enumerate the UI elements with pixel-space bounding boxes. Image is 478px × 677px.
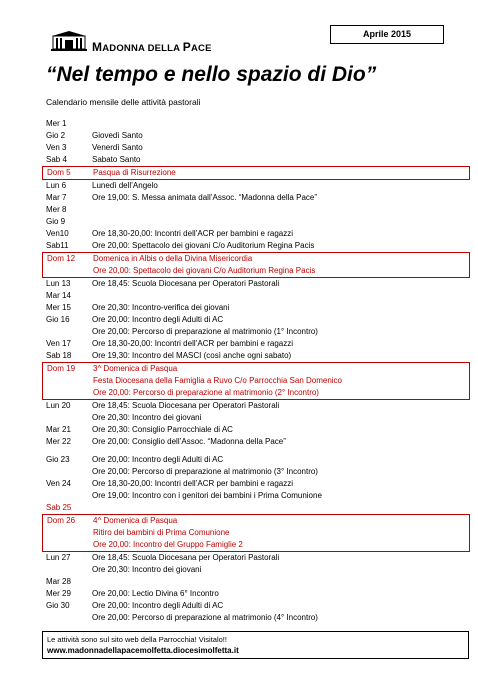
- calendar-day: Dom 19: [47, 364, 76, 373]
- calendar-event: Ore 20,00: Spettacolo dei giovani C/o Auditorium Regina Pacis: [92, 241, 315, 250]
- calendar-event: Ore 18,30-20,00: Incontri dell’ACR per bambini e ragazzi: [92, 229, 293, 238]
- calendar-row: [42, 180, 470, 192]
- calendar-day: Gio 2: [46, 131, 66, 140]
- calendar-day: Lun 27: [46, 553, 71, 562]
- calendar-event: Ore 18,45: Scuola Diocesana per Operatori Pastorali: [92, 553, 280, 562]
- calendar-day: Gio 23: [46, 455, 70, 464]
- calendar-day: Ven10: [46, 229, 69, 238]
- calendar-entry: [42, 552, 470, 576]
- calendar-event: Ore 20,30: Consiglio Parrocchiale di AC: [92, 425, 233, 434]
- calendar-row: [43, 363, 469, 375]
- calendar-row: [42, 204, 470, 216]
- calendar-row: [43, 265, 469, 277]
- calendar-entry: [42, 362, 470, 400]
- calendar-day: Mar 28: [46, 577, 71, 586]
- calendar-event: Ore 20,00: Incontro degli Adulti di AC: [92, 315, 224, 324]
- calendar-entry: [42, 154, 470, 166]
- calendar-event: [92, 290, 470, 302]
- calendar-row: [42, 240, 470, 252]
- calendar-event: 3^ Domenica di Pasqua: [93, 364, 178, 373]
- calendar-event: [92, 204, 470, 216]
- footer-note: Le attività sono sul sito web della Parrocchia! Visitalo!!: [47, 635, 227, 644]
- calendar-entry: [42, 454, 470, 478]
- calendar-row: [43, 167, 469, 179]
- calendar-row: [43, 539, 469, 551]
- calendar-event: Lunedì dell’Angelo: [92, 181, 158, 190]
- calendar-event: Ore 18,30-20,00: Incontri dell’ACR per bambini e ragazzi: [92, 479, 293, 488]
- calendar-day: Gio 16: [46, 315, 70, 324]
- calendar-event: Ore 20,00: Lectio Divina 6° Incontro: [92, 589, 219, 598]
- calendar-entry: [42, 314, 470, 338]
- calendar-day: [43, 387, 93, 399]
- calendar-event: 4^ Domenica di Pasqua: [93, 516, 178, 525]
- calendar-day: Gio 9: [46, 217, 66, 226]
- calendar-row: [42, 454, 470, 466]
- calendar-event: Ore 20,00: Incontro degli Adulti di AC: [92, 455, 224, 464]
- calendar-entry: [42, 118, 470, 130]
- calendar-event: Ore 19,30: Incontro del MASCI (così anche ogni sabato): [92, 351, 292, 360]
- calendar-day: [42, 612, 92, 624]
- calendar-entry: [42, 252, 470, 278]
- calendar-event: [92, 502, 470, 514]
- calendar-row: [42, 142, 470, 154]
- page-title: “Nel tempo e nello spazio di Dio”: [46, 63, 377, 86]
- calendar-day: Ven 17: [46, 339, 71, 348]
- calendar-event: Ritiro dei bambini di Prima Comunione: [93, 528, 230, 537]
- calendar-event: Ore 18,30-20,00: Incontri dell’ACR per bambini e ragazzi: [92, 339, 293, 348]
- calendar-row: [42, 612, 470, 624]
- calendar-row: [42, 502, 470, 514]
- calendar-row: [42, 350, 470, 362]
- calendar-day: [42, 412, 92, 424]
- calendar-entry: [42, 216, 470, 228]
- calendar-row: [42, 228, 470, 240]
- calendar-day: [43, 539, 93, 551]
- calendar-event: Ore 20,00: Percorso di preparazione al matrimonio (3° Incontro): [92, 467, 318, 476]
- calendar-event: [92, 576, 470, 588]
- footer-url[interactable]: www.madonnadellapacemolfetta.diocesimolfetta.it: [47, 646, 239, 655]
- calendar-event: Pasqua di Risurrezione: [93, 168, 176, 177]
- calendar-entry: [42, 436, 470, 448]
- calendar-row: [43, 387, 469, 399]
- calendar-row: [42, 576, 470, 588]
- calendar-day: Dom 12: [47, 254, 76, 263]
- calendar-entry: [42, 228, 470, 240]
- calendar-event: Ore 19,00: S. Messa animata dall’Assoc. “Madonna della Pace”: [92, 193, 318, 202]
- calendar-entry: [42, 192, 470, 204]
- calendar-day: Mer 8: [46, 205, 67, 214]
- calendar-event: Ore 20,00: Consiglio dell’Assoc. “Madonna della Pace”: [92, 437, 286, 446]
- calendar-day: Mer 1: [46, 119, 67, 128]
- calendar-entry: [42, 502, 470, 514]
- page-subtitle: Calendario mensile delle attività pastorali: [46, 97, 201, 107]
- calendar-day: [43, 375, 93, 387]
- calendar-event: Ore 20,00: Incontro degli Adulti di AC: [92, 601, 224, 610]
- calendar-day: [42, 326, 92, 338]
- calendar-entry: [42, 204, 470, 216]
- calendar-entry: [42, 576, 470, 588]
- calendar-event: Ore 20,00: Percorso di preparazione al matrimonio (2° Incontro): [93, 388, 319, 397]
- calendar-event: Ore 19,00: Incontro con i genitori dei bambini i Prima Comunione: [92, 491, 322, 500]
- calendar-day: [43, 527, 93, 539]
- calendar-day: Mar 21: [46, 425, 71, 434]
- calendar-event: [92, 118, 470, 130]
- calendar-entry: [42, 240, 470, 252]
- calendar-row: [42, 564, 470, 576]
- calendar-day: Sab 4: [46, 155, 67, 164]
- calendar-list: [42, 118, 470, 624]
- calendar-day: Dom 26: [47, 516, 76, 525]
- calendar-row: [42, 400, 470, 412]
- calendar-row: [42, 154, 470, 166]
- calendar-row: [42, 424, 470, 436]
- calendar-entry: [42, 302, 470, 314]
- calendar-day: [42, 466, 92, 478]
- calendar-day: Lun 20: [46, 401, 71, 410]
- calendar-event: Ore 20,30: Incontro dei giovani: [92, 565, 202, 574]
- calendar-day: Lun 6: [46, 181, 67, 190]
- calendar-day: Sab11: [46, 241, 69, 250]
- calendar-day: Gio 30: [46, 601, 70, 610]
- church-logo-icon: [50, 30, 88, 52]
- calendar-day: Mar 14: [46, 291, 71, 300]
- month-label: Aprile 2015: [330, 25, 444, 44]
- calendar-row: [42, 314, 470, 326]
- calendar-row: [42, 130, 470, 142]
- calendar-event: Ore 18,45: Scuola Diocesana per Operatori Pastorali: [92, 279, 280, 288]
- calendar-entry: [42, 514, 470, 552]
- calendar-event: Ore 20,00: Incontro del Gruppo Famiglie 2: [93, 540, 243, 549]
- calendar-row: [42, 278, 470, 290]
- calendar-row: [42, 412, 470, 424]
- calendar-row: [42, 326, 470, 338]
- calendar-day: Sab 25: [46, 503, 72, 512]
- calendar-event: [92, 216, 470, 228]
- calendar-row: [42, 478, 470, 490]
- calendar-entry: [42, 424, 470, 436]
- calendar-row: [42, 302, 470, 314]
- calendar-row: [42, 290, 470, 302]
- calendar-row: [43, 253, 469, 265]
- calendar-event: Ore 20,00: Spettacolo dei giovani C/o Auditorium Regina Pacis: [93, 266, 316, 275]
- calendar-row: [42, 216, 470, 228]
- calendar-row: [42, 118, 470, 130]
- calendar-row: [42, 552, 470, 564]
- calendar-event: Ore 20,30: Incontro-verifica dei giovani: [92, 303, 230, 312]
- calendar-entry: [42, 350, 470, 362]
- calendar-event: Ore 20,00: Percorso di preparazione al matrimonio (4° Incontro): [92, 613, 318, 622]
- calendar-day: Sab 18: [46, 351, 72, 360]
- calendar-event: Ore 18,45: Scuola Diocesana per Operatori Pastorali: [92, 401, 280, 410]
- calendar-day: Mar 7: [46, 193, 67, 202]
- calendar-event: Domenica in Albis o della Divina Misericordia: [93, 254, 253, 263]
- calendar-entry: [42, 290, 470, 302]
- calendar-row: [43, 375, 469, 387]
- calendar-entry: [42, 338, 470, 350]
- calendar-entry: [42, 600, 470, 624]
- calendar-entry: [42, 588, 470, 600]
- calendar-event: Venerdì Santo: [92, 143, 143, 152]
- calendar-row: [43, 527, 469, 539]
- parish-name: MADONNA DELLA PACE: [92, 40, 212, 54]
- calendar-event: Ore 20,00: Percorso di preparazione al matrimonio (1° Incontro): [92, 327, 318, 336]
- calendar-day: Dom 5: [47, 168, 71, 177]
- calendar-row: [42, 338, 470, 350]
- calendar-event: Ore 20,30: Incontro dei giovani: [92, 413, 202, 422]
- calendar-row: [42, 466, 470, 478]
- calendar-entry: [42, 142, 470, 154]
- calendar-event: Sabato Santo: [92, 155, 141, 164]
- calendar-day: Ven 3: [46, 143, 67, 152]
- calendar-event: Giovedì Santo: [92, 131, 143, 140]
- calendar-event: Festa Diocesana della Famiglia a Ruvo C/o Parrocchia San Domenico: [93, 376, 343, 385]
- calendar-row: [42, 490, 470, 502]
- calendar-day: [42, 490, 92, 502]
- calendar-entry: [42, 180, 470, 192]
- calendar-day: Mer 15: [46, 303, 71, 312]
- calendar-entry: [42, 166, 470, 180]
- calendar-day: Mer 29: [46, 589, 71, 598]
- calendar-day: [43, 265, 93, 277]
- calendar-day: Mer 22: [46, 437, 71, 446]
- calendar-entry: [42, 278, 470, 290]
- calendar-row: [42, 588, 470, 600]
- calendar-entry: [42, 130, 470, 142]
- calendar-day: Ven 24: [46, 479, 71, 488]
- calendar-day: Lun 13: [46, 279, 71, 288]
- calendar-row: [42, 192, 470, 204]
- footer-box: [42, 631, 469, 659]
- calendar-day: [42, 564, 92, 576]
- calendar-row: [42, 600, 470, 612]
- calendar-row: [42, 436, 470, 448]
- calendar-row: [43, 515, 469, 527]
- calendar-entry: [42, 478, 470, 502]
- calendar-entry: [42, 400, 470, 424]
